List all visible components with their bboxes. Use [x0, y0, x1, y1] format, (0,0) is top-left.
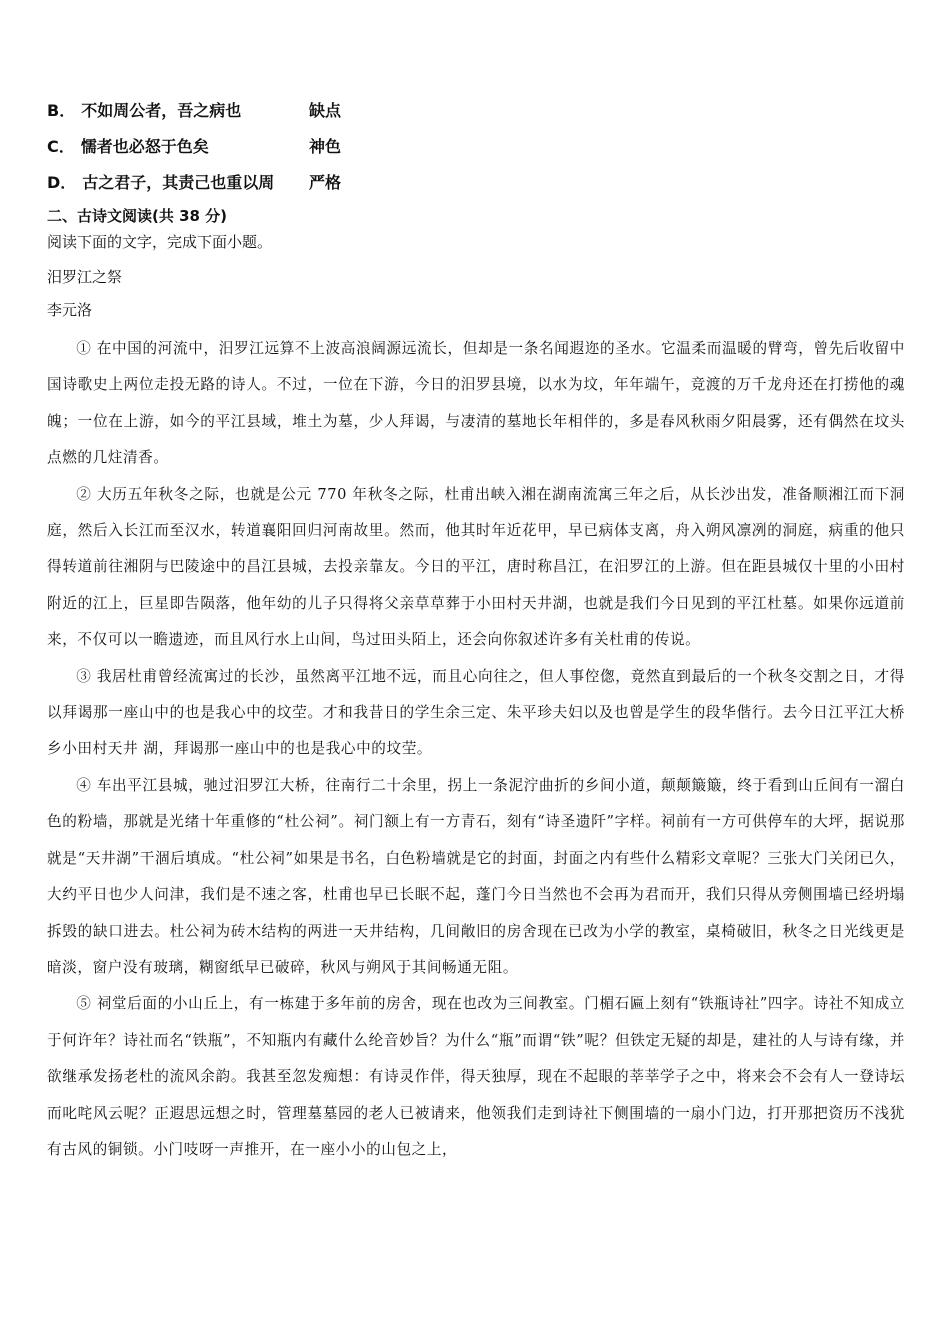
article-author: 李元洛: [47, 301, 93, 319]
paragraph-1: ① 在中国的河流中，汨罗江远算不上波高浪阔源远流长，但却是一条名闻遐迩的圣水。它温柔而温暖的臂弯，曾先后收留中国诗歌史上两位走投无路的诗人。不过，一位在下游，今日的汨罗县境，以水为坟，年年端午，竞渡的万千龙舟还在打捞他的魂魄；一位在上游，如今的平江县域，堆土为墓，少人拜谒，与凄清的墓地长年相伴的，多是春风秋雨夕阳晨雾，还有偶然在坟头点燃的几炷清香。: [47, 340, 905, 467]
option-text: 懦者也必怒于色矣: [80, 137, 209, 156]
section-title: 二、古诗文阅读(共 38 分): [47, 207, 228, 225]
option-d: [47, 172, 342, 194]
paragraph-2: ② 大历五年秋冬之际，也就是公元 770 年秋冬之际，杜甫出峡入湘在湖南流寓三年之后，从长沙出发，准备顺湘江而下洞庭，然后入长江而至汉水，转道襄阳回归河南故里。然而，他其时年近花甲，早已病体支离，舟入朔风凛冽的洞庭，病重的他只得转道前往湘阴与巴陵途中的昌江县城，去投亲靠友。今日的平江，唐时称昌江，在汨罗江的上游。但在距县城仅十里的小田村附近的江上，巨星即告陨落，他年幼的儿子只得将父亲草草葬于小田村天井湖，也就是我们今日见到的平江杜墓。如果你远道前来，不仅可以一瞻遗迹，而且风行水上山间，鸟过田头陌上，还会向你叙述许多有关杜甫的传说。: [47, 485, 905, 649]
option-answer: 神色: [309, 137, 342, 156]
option-text: 不如周公者，吾之病也: [81, 101, 242, 120]
paragraph-4: ④ 车出平江县城，驰过汨罗江大桥，往南行二十余里，拐上一条泥泞曲折的乡间小道，颠颠簸簸，终于看到山丘间有一溜白色的粉墙，那就是光绪十年重修的“杜公祠”。祠门额上有一方青石，刻有“诗圣遗阡”字样。祠前有一方可供停车的大坪，据说那就是“天井湖”干涸后填成。“杜公祠”如果是书名，白色粉墙就是它的封面，封面之内有些什么精彩文章呢？三张大门关闭已久，大约平日也少人问津，我们是不速之客，杜甫也早已长眠不起，蓬门今日当然也不会再为君而开，我们只得从旁侧围墙已经坍塌拆毁的缺口进去。杜公祠为砖木结构的两进一天井结构，几间敞旧的房舍现在已改为小学的教室，桌椅破旧，秋冬之日光线更是暗淡，窗户没有玻璃，糊窗纸早已破碎，秋风与朔风于其间畅通无阻。: [47, 776, 905, 976]
option-answer: 严格: [309, 173, 342, 192]
paragraph-5: ⑤ 祠堂后面的小山丘上，有一栋建于多年前的房舍，现在也改为三间教室。门楣石匾上刻有“铁瓶诗社”四字。诗社不知成立于何许年？诗社而名“铁瓶”，不知瓶内有藏什么纶音妙旨？为什么“瓶”而谓“铁”呢？但铁定无疑的却是，建社的人与诗有缘，并欲继承发扬老杜的流风余韵。我甚至忽发痴想：有诗灵作伴，得天独厚，现在不起眼的莘莘学子之中，将来会不会有人一登诗坛而叱咤风云呢？正遐思远想之时，管理墓墓园的老人已被请来，他领我们走到诗社下侧围墙的一扇小门边，打开那把资历不浅犹有古风的铜锁。小门吱呀一声推开，在一座小小的山包之上，: [47, 995, 905, 1158]
option-letter: D．: [47, 173, 77, 192]
article-body: [47, 331, 905, 1168]
option-text: 古之君子，其责己也重以周: [82, 173, 275, 192]
article-title: 汨罗江之祭: [47, 268, 123, 286]
option-c: [47, 136, 342, 158]
paragraph-3: ③ 我居杜甫曾经流寓过的长沙，虽然离平江地不远，而且心向往之，但人事倥偬，竟然直到最后的一个秋冬交割之日，才得以拜谒那一座山中的也是我心中的坟茔。才和我昔日的学生余三定、朱平珍夫妇以及也曾是学生的段华偕行。去今日江平江大桥乡小田村天井 湖，拜谒那一座山中的也是我心中的坟茔。: [47, 667, 905, 758]
option-b: [47, 100, 342, 122]
option-letter: C．: [47, 137, 75, 156]
option-answer: 缺点: [309, 101, 342, 120]
option-letter: B．: [47, 101, 76, 120]
section-instruction: 阅读下面的文字，完成下面小题。: [47, 233, 273, 251]
